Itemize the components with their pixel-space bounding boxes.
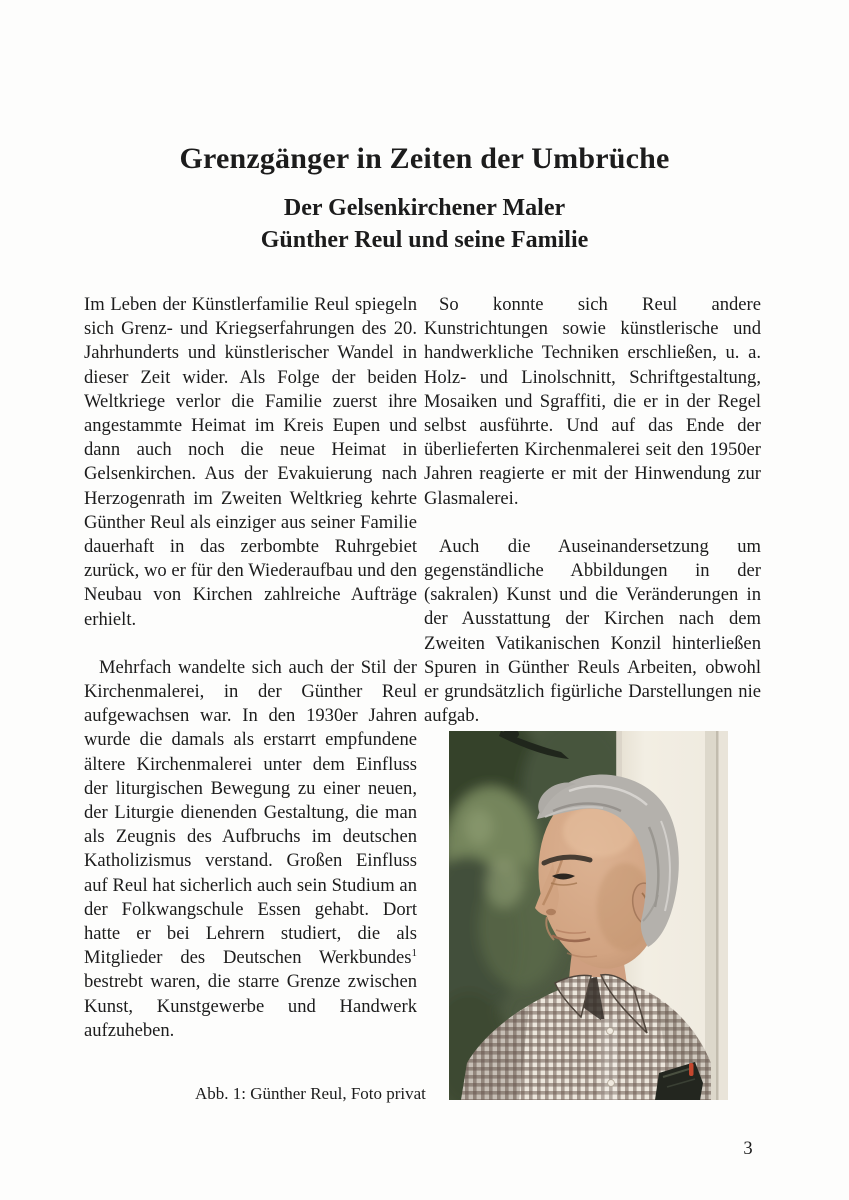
article-subtitle-line1: Der Gelsenkirchener Maler (283, 195, 566, 221)
footnote-marker: 1 (411, 947, 417, 960)
paragraph-right-1: So konnte sich Reul andere Kunstrichtungen sowie künstlerische und handwerkliche Techniken erschließen, u. a. Holz- und Linolschnitt, Schriftgestaltung, Mosaiken und Sgraffiti, die er in der Regel selbst ausführte. Und auf das Ende der überlieferten Kirchenmalerei seit den 1950er Jahren reagierte er mit der Hinwendung zur Glasmalerei. (424, 294, 761, 509)
article-subtitle (0, 192, 849, 256)
paragraph-left-2 (84, 656, 417, 1043)
portrait-photo-illustration (449, 731, 728, 1100)
paragraph-left-2-text: Mehrfach wandelte sich auch der Stil der Kirchenmalerei, in der Günther Reul aufgewachsen war. In den 1930er Jahren wurde die damals als erstarrt empfundene ältere Kirchenmalerei unter dem Einfluss der liturgischen Bewegung zu einer neuen, der Liturgie dienenden Gestaltung, die man als Zeugnis des Aufbruchs im deutschen Katholizismus verstand. Großen Einfluss auf Reul hat sicherlich auch sein Studium an der Folkwangschule Essen gehabt. Dort hatte er bei Lehrern studiert, die als Mitglieder des Deutschen Werkbundes (84, 656, 417, 969)
title-block (0, 141, 849, 256)
pen-clip (689, 1063, 694, 1076)
shirt-button (607, 1028, 614, 1035)
article-title: Grenzgänger in Zeiten der Umbrüche (179, 142, 670, 175)
portrait-photo (449, 731, 728, 1100)
left-column (84, 293, 417, 1067)
article-subtitle-line2: Günther Reul und seine Familie (260, 227, 589, 253)
paragraph-right-2: Auch die Auseinandersetzung um gegenständliche Abbildungen in der (sakralen) Kunst und die Veränderungen in der Ausstattung der Kirchen nach dem Zweiten Vatikanischen Konzil hinterließen Spuren in Günther Reuls Arbeiten, obwohl er grundsätzlich figürliche Darstellungen nie aufgab. (424, 535, 761, 727)
paragraph-left-2-continued: bestrebt waren, die starre Grenze zwischen Kunst, Kunstgewerbe und Handwerk aufzuheben. (84, 971, 417, 1041)
shirt-button (608, 1080, 615, 1087)
paragraph-left-1: Im Leben der Künstlerfamilie Reul spiegeln sich Grenz- und Kriegserfahrungen des 20. Jahrhunderts und künstlerischer Wandel in dieser Zeit wider. Als Folge der beiden Weltkriege verlor die Familie zuerst ihre angestammte Heimat im Kreis Eupen und dann auch noch die neue Heimat in Gelsenkirchen. Aus der Evakuierung nach Herzogenrath im Zweiten Weltkrieg kehrte Günther Reul als einziger aus seiner Familie dauerhaft in das zerbombte Ruhrgebiet zurück, wo er für den Wiederaufbau und den Neubau von Kirchen zahlreiche Aufträge erhielt. (84, 294, 417, 630)
figure-caption: Abb. 1: Günther Reul, Foto privat (195, 1084, 426, 1103)
page-number: 3 (743, 1139, 753, 1159)
